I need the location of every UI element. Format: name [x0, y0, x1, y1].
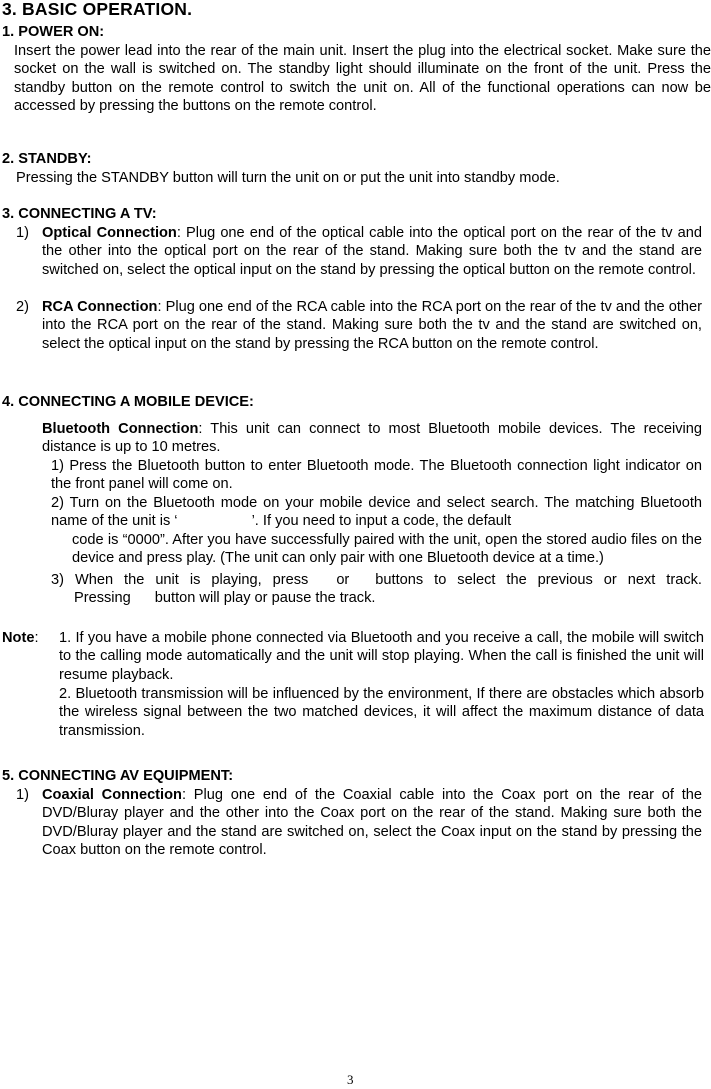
note-label: Note:	[2, 630, 39, 646]
bluetooth-step-1	[51, 457, 702, 494]
item-text: : Plug one end of the RCA cable into the RCA port on the rear of the tv and the other into the RCA port on the rear of the stand. Making sure both the tv and the stand are switched on, select the optical input on the stand by pressing the RCA button on the remote control.	[42, 299, 703, 352]
note-item-2	[59, 685, 704, 740]
item-text: : Plug one end of the optical cable into the optical port on the rear of the tv and the other into the optical port on the rear of the stand. Making sure both the tv and the stand are switched on, select the optical input on the stand by pressing the optical button on the remote control.	[42, 225, 703, 278]
section-body-standby	[16, 169, 706, 187]
section-heading-power-on: 1. POWER ON:	[2, 24, 105, 40]
list-number: 2)	[16, 299, 29, 315]
step-text: 2) Turn on the Bluetooth mode on your mobile device and select search. The matching Bluetooth name of the unit is ‘	[51, 495, 702, 530]
list-item-coaxial	[42, 786, 702, 860]
item-label: RCA Connection	[42, 299, 158, 315]
bluetooth-step-2	[51, 494, 702, 568]
step-text: Pressing	[74, 590, 131, 607]
item-text: : This unit can connect to most Bluetooth mobile devices. The receiving distance is up to 10 metres.	[42, 421, 702, 456]
list-item-rca	[42, 298, 702, 353]
section-heading-av-equipment: 5. CONNECTING AV EQUIPMENT:	[2, 768, 234, 784]
step-text: 3) When the unit is playing, press	[51, 572, 309, 588]
step-text: buttons to select the previous or next track.	[375, 572, 702, 588]
step-text: ’. If you need to input a code, the default	[251, 513, 512, 530]
step-text: code is “0000”. After you have successfully paired with the unit, open the stored audio files on the device and press play. (The unit can only pair with one Bluetooth device at a time.)	[72, 531, 702, 567]
standby-text: Pressing the STANDBY button will turn the unit on or put the unit into standby mode.	[16, 170, 560, 186]
list-number: 1)	[16, 225, 29, 241]
note-item-1	[59, 629, 704, 684]
bluetooth-intro	[42, 420, 702, 457]
item-label: Bluetooth Connection	[42, 421, 199, 437]
list-number: 1)	[16, 787, 29, 803]
note-text: 1. If you have a mobile phone connected via Bluetooth and you receive a call, the mobile will switch to the calling mode automatically and the unit will stop playing. When the call is finished the unit will resume playback.	[59, 630, 704, 683]
item-label: Optical Connection	[42, 225, 177, 241]
item-text: : Plug one end of the Coaxial cable into the Coax port on the rear of the DVD/Bluray player and the other into the Coax port on the rear of the stand. Making sure both the DVD/Bluray player and the stand are switched on, select the Coax input on the stand by pressing the Coax button on the remote control.	[42, 787, 702, 859]
step-text: button will play or pause the track.	[154, 590, 376, 607]
step-text: 1) Press the Bluetooth button to enter Bluetooth mode. The Bluetooth connection light indicator on the front panel will come on.	[51, 458, 702, 493]
power-on-text: Insert the power lead into the rear of the main unit. Insert the plug into the electrical socket. Make sure the socket on the wall is switched on. The standby light should illuminate on the front of the unit. Press the standby button on the remote control to switch the unit on. All of the functional operations can now be accessed by pressing the buttons on the remote control.	[14, 43, 711, 115]
section-heading-mobile-device: 4. CONNECTING A MOBILE DEVICE:	[2, 394, 254, 410]
section-heading-standby: 2. STANDBY:	[2, 151, 92, 167]
section-heading-connecting-tv: 3. CONNECTING A TV:	[2, 206, 157, 222]
section-body-power-on	[14, 42, 711, 116]
bluetooth-step-3	[51, 571, 702, 608]
list-item-optical	[42, 224, 702, 279]
step-text: or	[336, 572, 350, 588]
page-number: 3	[347, 1072, 354, 1087]
item-label: Coaxial Connection	[42, 787, 182, 803]
page-title: 3. BASIC OPERATION.	[2, 0, 193, 19]
note-text: 2. Bluetooth transmission will be influenced by the environment, If there are obstacles which absorb the wireless signal between the two matched devices, it will affect the maximum distance of data transmission.	[59, 686, 704, 739]
